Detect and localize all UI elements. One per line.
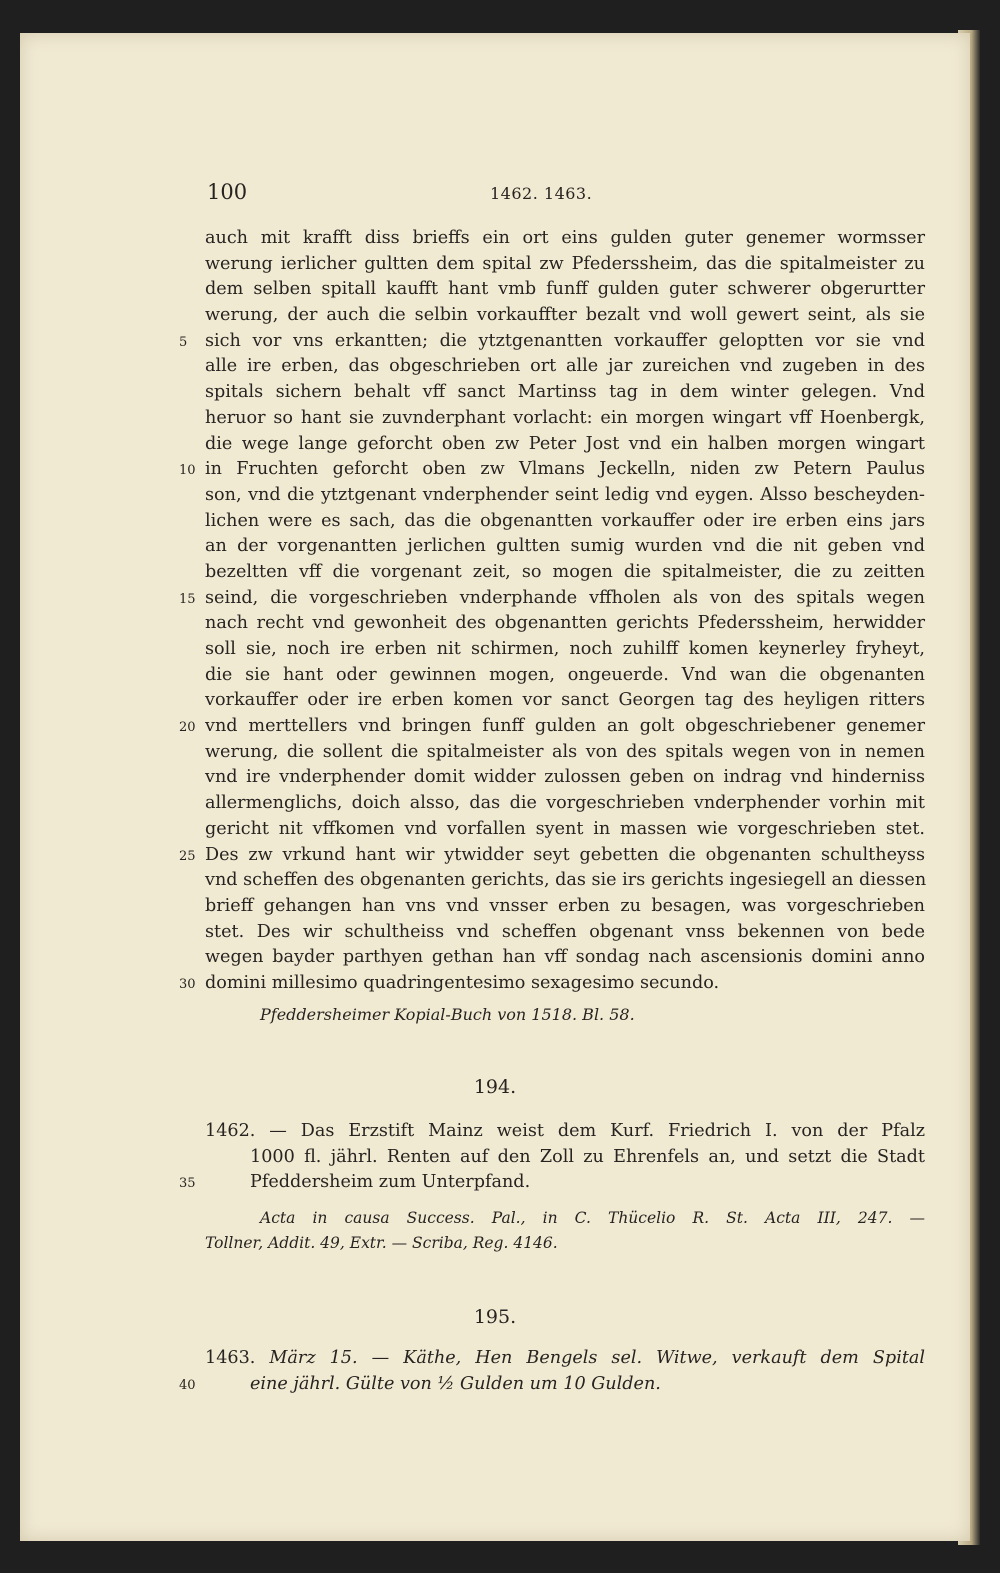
line-text: gericht nit vffkomen vnd vorfallen syent in massen wie vorgeschrieben stet.: [205, 818, 925, 839]
line-text: sich vor vns erkantten; die ytztgenantten vorkauffer geloptten vor sie vnd: [205, 330, 925, 351]
document-number-195: 195.: [473, 1306, 517, 1328]
line-number: 25: [179, 848, 196, 864]
regest-line: [179, 1372, 925, 1398]
line-text: vnd ire vnderphender domit widder zulossen geben on indrag vnd hinderniss: [205, 767, 925, 788]
line-text: vorkauffer oder ire erben komen vor sanct Georgen tag des heyligen ritters: [205, 690, 925, 711]
text-line: [205, 637, 925, 663]
line-text: domini millesimo quadringentesimo sexagesimo secundo.: [205, 972, 720, 993]
regest-line: [179, 1170, 925, 1196]
text-line: [205, 406, 925, 432]
text-line: [179, 329, 925, 355]
regest-line: [205, 1119, 925, 1145]
text-line: [179, 586, 925, 612]
book-page: [20, 33, 970, 1541]
text-line: [205, 560, 925, 586]
text-line: [205, 740, 925, 766]
line-text: nach recht vnd gewonheit des obgenantten gerichts Pfederssheim, herwidder: [205, 613, 925, 634]
text-line: [205, 483, 925, 509]
line-text: stet. Des wir schultheiss vnd scheffen obgenant vnss bekennen von bede: [205, 921, 925, 942]
text-line: [205, 920, 925, 946]
line-text: dem selben spitall kaufft hant vmb funff gulden guter schwerer obgerurtter: [205, 279, 925, 300]
line-text: werung, der auch die selbin vorkauffter bezalt vnd woll gewert seint, als sie: [205, 305, 925, 326]
citation-line: Acta in causa Success. Pal., in C. Thücelio R. St. Acta III, 247. —: [260, 1208, 925, 1227]
text-line: [205, 663, 925, 689]
regest-line: [250, 1145, 925, 1171]
text-line: [205, 226, 925, 252]
regest-citation: [205, 1206, 925, 1256]
line-text: heruor so hant sie zuvnderphant vorlacht: ein morgen wingart vff Hoenbergk,: [205, 407, 925, 428]
text-line: [205, 509, 925, 535]
document-number-194: 194.: [473, 1076, 517, 1098]
line-number: 10: [179, 463, 196, 479]
line-text: Des zw vrkund hant wir ytwidder seyt gebetten die obgenanten schultheyss: [205, 844, 925, 865]
text-line: [179, 971, 925, 997]
document-195-regest: [179, 1346, 926, 1397]
text-line: [205, 688, 925, 714]
line-text: alle ire erben, das obgeschrieben ort alle jar zureichen vnd zugeben in des: [205, 356, 925, 377]
source-citation: Pfeddersheimer Kopial-Buch von 1518. Bl. 58.: [260, 1005, 635, 1024]
line-text: son, vnd die ytztgenant vnderphender seint ledig vnd eygen. Alsso bescheyden-: [205, 484, 925, 505]
line-number: 35: [179, 1176, 196, 1191]
line-text: die wege lange geforcht oben zw Peter Jost vnd ein halben morgen wingart: [205, 433, 925, 454]
line-number: 30: [179, 976, 196, 992]
regest-text: Pfeddersheim zum Unterpfand.: [250, 1172, 531, 1192]
line-text: allermenglichs, doich alsso, das die vorgeschrieben vnderphender vorhin mit: [205, 793, 925, 814]
page-header: [20, 180, 970, 210]
line-text: vnd merttellers vnd bringen funff gulden an golt obgeschriebener genemer: [205, 716, 925, 737]
text-line: [205, 765, 925, 791]
line-number: 5: [179, 334, 188, 350]
text-line: [205, 945, 925, 971]
regest-text: — Das Erzstift Mainz weist dem Kurf. Friedrich I. von der Pfalz: [269, 1121, 925, 1141]
text-line: [205, 611, 925, 637]
text-line: [205, 252, 925, 278]
line-text: wegen bayder parthyen gethan han vff sondag nach ascensionis domini anno: [205, 947, 925, 968]
document-194-regest: [179, 1119, 925, 1256]
line-text: werung, die sollent die spitalmeister als von des spitals wegen von in nemen: [205, 741, 925, 762]
text-line: [205, 380, 925, 406]
text-line: [205, 303, 925, 329]
line-text: an der vorgenantten jerlichen gultten sumig wurden vnd die nit geben vnd: [205, 536, 925, 557]
line-text: auch mit krafft diss brieffs ein ort eins gulden guter genemer wormsser: [205, 228, 925, 248]
line-number: 15: [179, 591, 196, 607]
line-text: bezeltten vff die vorgenant zeit, so mogen die spitalmeister, die zu zeitten: [205, 561, 925, 582]
regest-text: — Käthe, Hen Bengels sel. Witwe, verkauft dem Spital: [371, 1348, 926, 1368]
text-line: [205, 432, 925, 458]
regest-line: [205, 1346, 925, 1372]
line-text: spitals sichern behalt vff sanct Martinss tag in dem winter gelegen. Vnd: [205, 382, 925, 403]
line-text: vnd scheffen des obgenanten gerichts, das sie irs gerichts ingesiegell an diessen: [205, 870, 927, 891]
text-line: [179, 714, 925, 740]
citation-line: Tollner, Addit. 49, Extr. — Scriba, Reg. 4146.: [205, 1233, 558, 1252]
text-line: [179, 457, 925, 483]
line-text: werung ierlicher gultten dem spital zw Pfederssheim, das die spitalmeister zu: [205, 253, 925, 274]
text-line: [205, 791, 925, 817]
page-number: 100: [207, 180, 248, 204]
line-text: in Fruchten geforcht oben zw Vlmans Jeckelln, niden zw Petern Paulus: [205, 459, 925, 480]
text-line: [205, 817, 925, 843]
regest-text: 1000 fl. jährl. Renten auf den Zoll zu Ehrenfels an, und setzt die Stadt: [250, 1146, 925, 1167]
line-number: 40: [179, 1377, 196, 1393]
text-line: [205, 868, 925, 894]
line-text: brieff gehangen han vns vnd vnsser erben zu besagen, was vorgeschrieben: [205, 895, 925, 916]
text-line: [205, 277, 925, 303]
text-line: [205, 534, 925, 560]
regest-date: 1463.: [205, 1348, 256, 1368]
regest-date-day: März 15.: [269, 1348, 358, 1368]
line-text: lichen were es sach, das die obgenantten vorkauffer oder ire erben eins jars: [205, 510, 925, 531]
line-number: 20: [179, 720, 196, 736]
line-text: die sie hant oder gewinnen mogen, ongeuerde. Vnd wan die obgenanten: [205, 664, 925, 685]
regest-text: eine jährl. Gülte von ½ Gulden um 10 Gulden.: [250, 1373, 661, 1394]
regest-date: 1462.: [205, 1121, 256, 1141]
document-193-body: [179, 226, 927, 997]
line-text: seind, die vorgeschrieben vnderphande vffholen als von des spitals wegen: [205, 587, 925, 608]
text-line: [179, 843, 925, 869]
running-head: 1462. 1463.: [490, 184, 593, 203]
text-line: [205, 354, 925, 380]
text-line: [205, 894, 925, 920]
line-text: soll sie, noch ire erben nit schirmen, noch zuhilff komen keynerley fryheyt,: [205, 639, 925, 659]
